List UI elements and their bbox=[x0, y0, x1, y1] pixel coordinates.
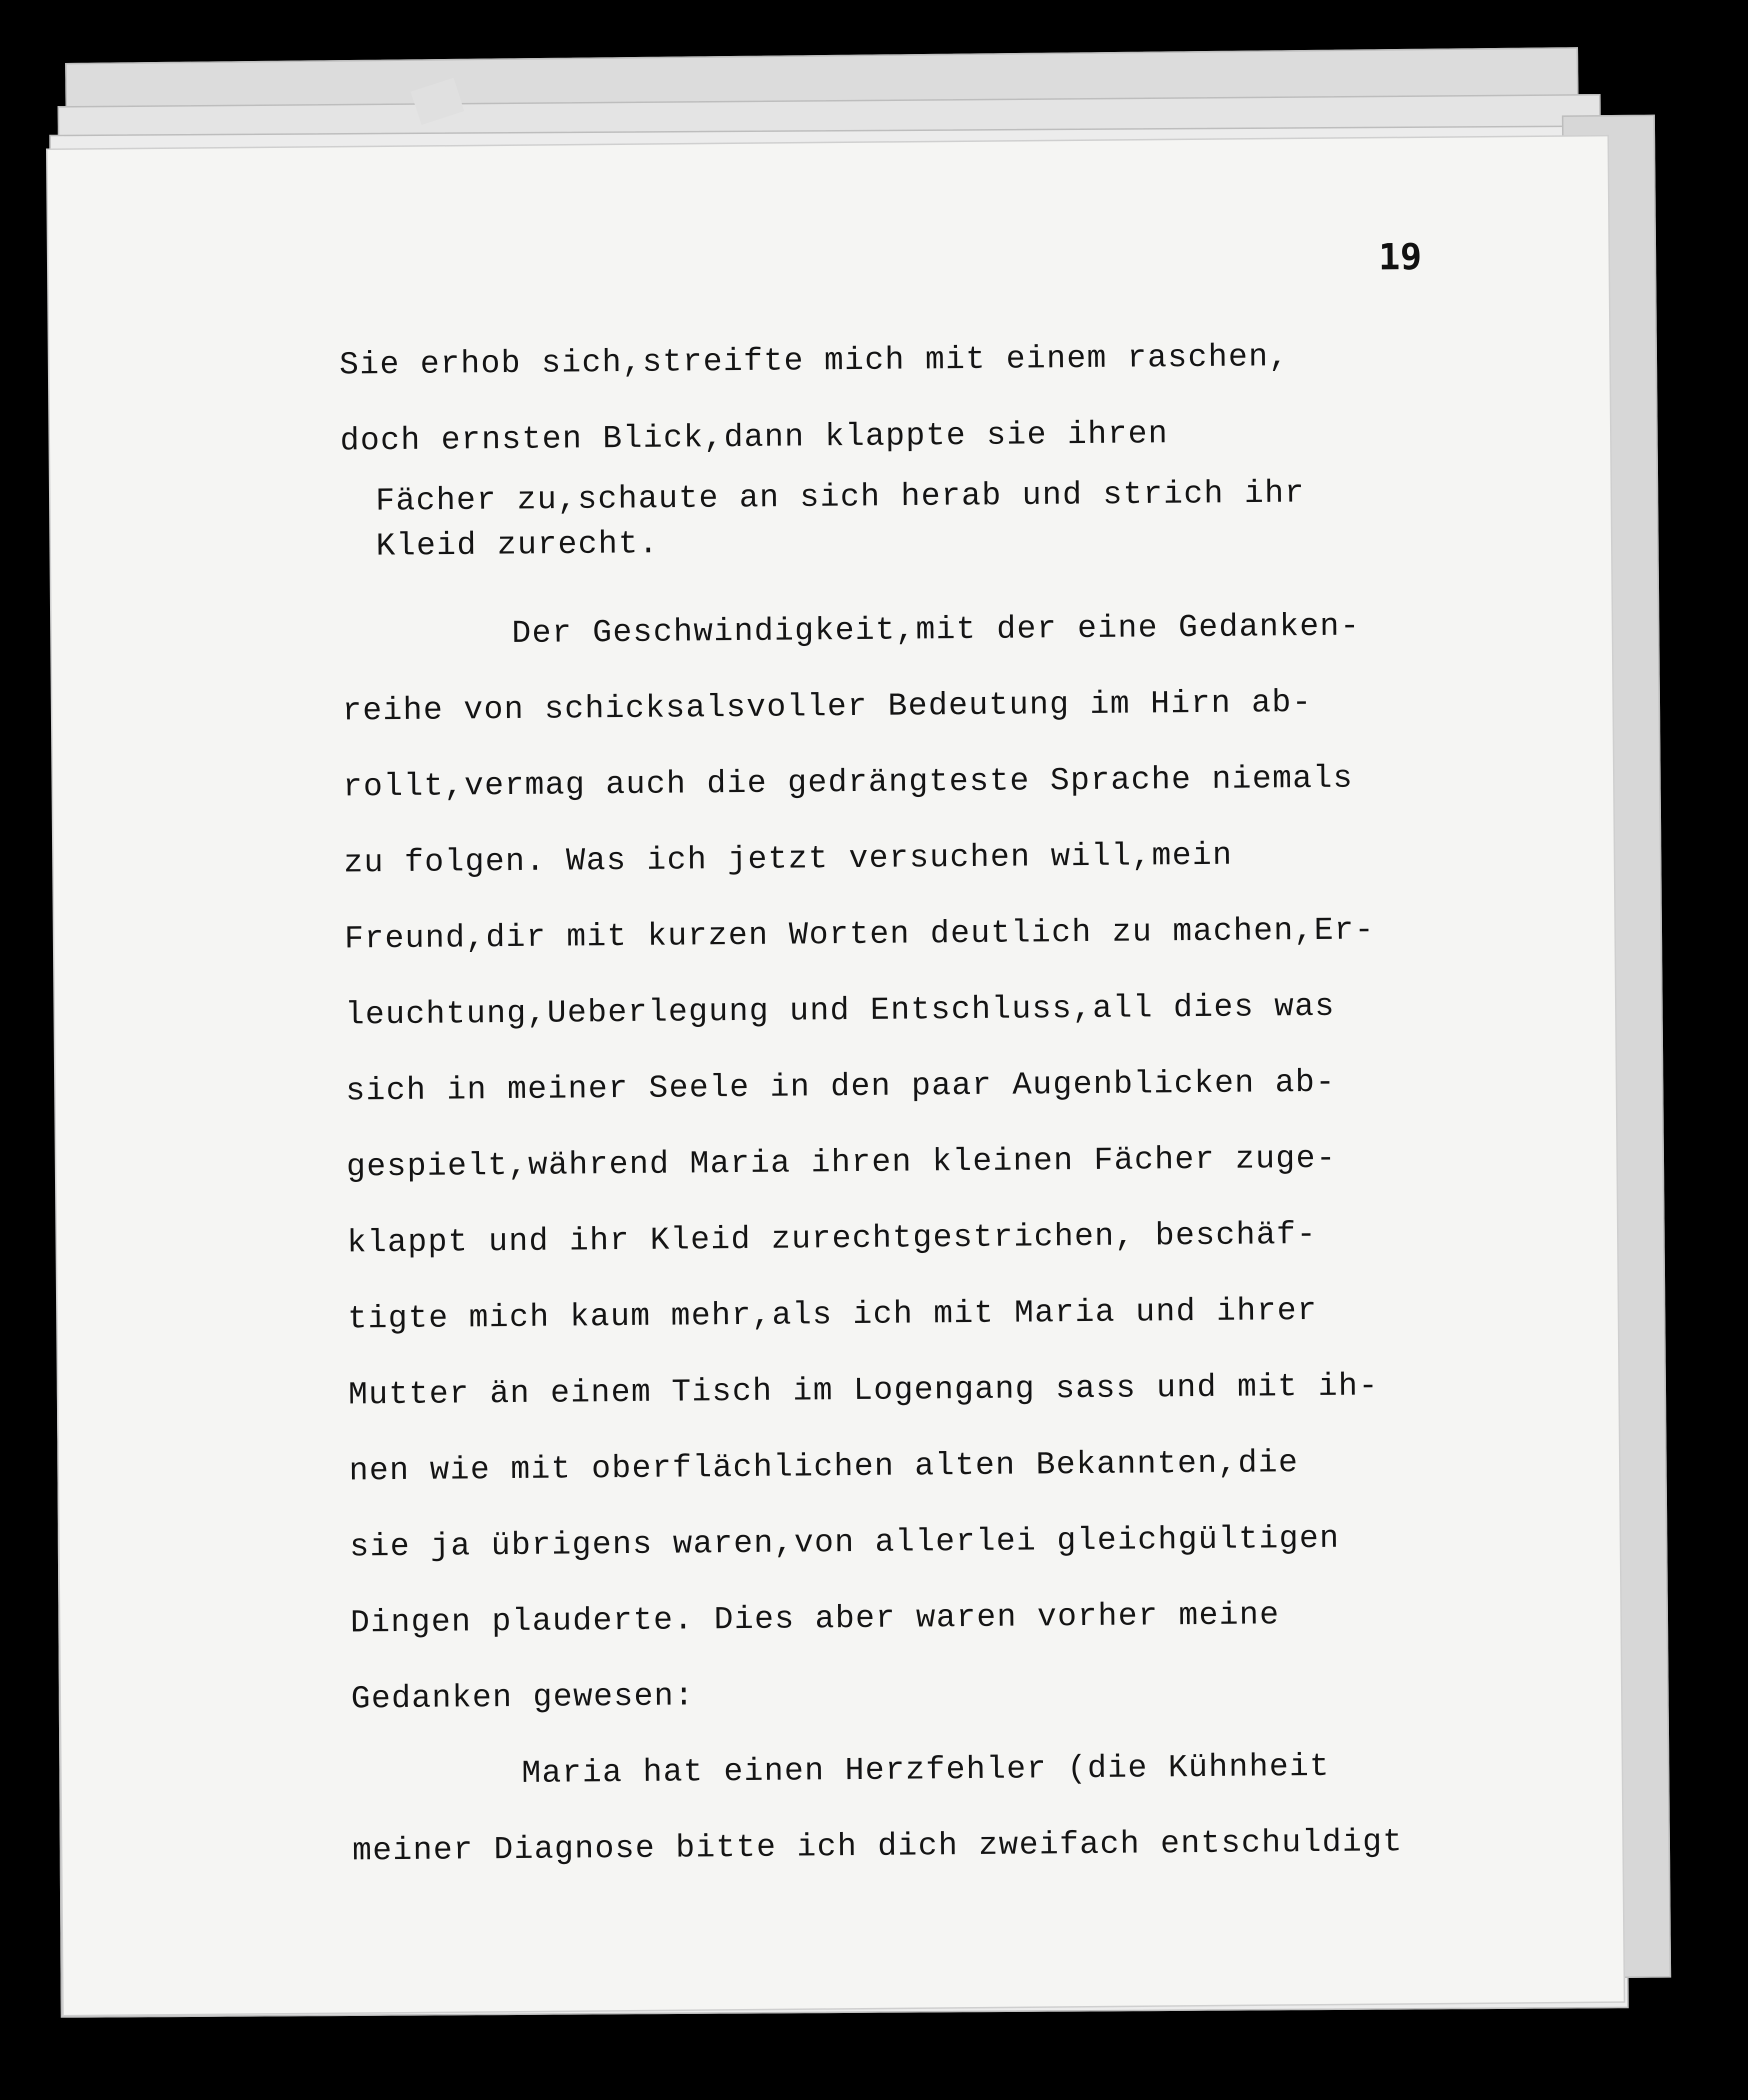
text-line: Gedanken gewesen: bbox=[350, 1678, 695, 1718]
text-line: klappt und ihr Kleid zurechtgestrichen, beschäf- bbox=[346, 1216, 1317, 1262]
text-line: Fächer zu,schaute an sich herab und strich ihr bbox=[375, 476, 1306, 520]
text-line: doch ernsten Blick,dann klappte sie ihren bbox=[340, 416, 1169, 460]
text-line: nen wie mit oberflächlichen alten Bekannten,die bbox=[348, 1445, 1299, 1490]
typed-page bbox=[48, 136, 1624, 2015]
text-line: zu folgen. Was ich jetzt versuchen will,mein bbox=[344, 838, 1233, 882]
text-line: gespielt,während Maria ihren kleinen Fächer zuge- bbox=[346, 1140, 1336, 1186]
text-line: Kleid zurecht. bbox=[376, 526, 659, 565]
text-line: sie ja übrigens waren,von allerlei gleichgültigen bbox=[350, 1520, 1340, 1566]
text-line: sich in meiner Seele in den paar Augenblicken ab- bbox=[346, 1064, 1336, 1110]
text-line: tigte mich kaum mehr,als ich mit Maria und ihrer bbox=[348, 1292, 1318, 1338]
page-body bbox=[339, 316, 1602, 1890]
text-line: Dingen plauderte. Dies aber waren vorher meine bbox=[350, 1597, 1280, 1642]
text-line: Der Geschwindigkeit,mit der eine Gedanken- bbox=[512, 608, 1360, 652]
text-line: reihe von schicksalsvoller Bedeutung im Hirn ab- bbox=[342, 684, 1312, 730]
page-number: 19 bbox=[1378, 236, 1422, 278]
text-line: Mutter än einem Tisch im Logengang sass und mit ih- bbox=[348, 1368, 1379, 1414]
text-line: Sie erhob sich,streifte mich mit einem raschen, bbox=[339, 339, 1290, 384]
text-line: rollt,vermag auch die gedrängteste Sprache niemals bbox=[342, 760, 1354, 806]
text-line: Maria hat einen Herzfehler (die Kühnheit bbox=[522, 1748, 1330, 1792]
text-line: Freund,dir mit kurzen Worten deutlich zu machen,Er- bbox=[344, 912, 1375, 958]
text-line: meiner Diagnose bitte ich dich zweifach entschuldigt bbox=[352, 1824, 1404, 1870]
text-line: leuchtung,Ueberlegung und Entschluss,all dies was bbox=[344, 988, 1336, 1034]
